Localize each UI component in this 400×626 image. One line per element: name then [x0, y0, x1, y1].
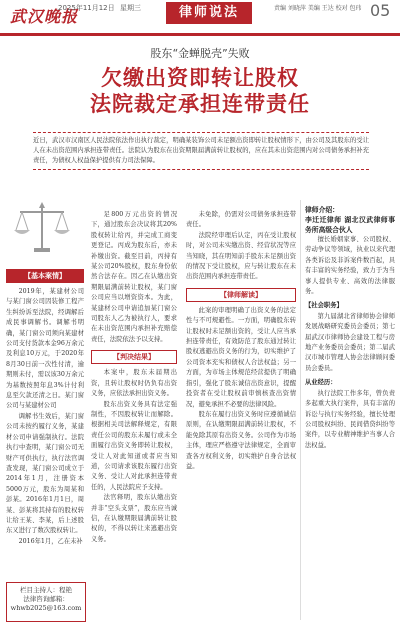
issue-date: 2025年11月12日 [58, 4, 115, 12]
paragraph: 足800万元出资的情况下，通过股东会决议将其20%股权转让给丙，并完成工商变更登记。丙成为股东后，亦未补缴出资。截至目前，丙持有某公司20%股权，股东身份依然合法存在。因乙在认缴出资期限届满前转让股权，某门窗公司应当以增资资本。为此，某建材公司申请追加某门窗公司股东人乙为被执行人，要求在未出资范围内承担补充赔偿责任，法院依法予以支持。 [91, 211, 177, 343]
paragraph: 股东出资义务具有法定强制性，不因股权转让而解除。根据相关司法解释规定，有限责任公司的股东未履行或未全面履行出资义务即转让股权，受让人对此知道或者应当知道，公司请求该股东履行出资义务、受让人对此承担连带责任的，人民法院应予支持。 [91, 400, 177, 491]
contact-email: whwb2025@163.com [10, 604, 82, 612]
column-3 [186, 210, 296, 472]
paragraph: 法院经审理后认定，丙在受让股权时，对公司未实缴出资、经营状况等应当知晓，其在明知前手股东未足额出资的情况下受让股权，应与转让股东在未出资范围内承担连带责任。 [186, 231, 296, 281]
paragraph: 擅长婚姻家事、公司股权、劳动争议等领域，执业以来代理各类诉讼及非诉案件数百起，具有丰富的实务经验，致力于为当事人提供专业、高效的法律服务。 [305, 236, 395, 296]
contact-email-label: 法律咨询邮箱： [23, 595, 69, 603]
paragraph: 执行法院工作多年，曾负责多起重大执行案件，具有丰富的诉讼与执行实务经验，擅长处理公司股权纠纷、民间借贷纠纷等案件，以专业精神维护当事人合法权益。 [305, 389, 395, 449]
column-divider [300, 200, 301, 620]
column-1 [6, 264, 84, 547]
paragraph: 2019年，某建材公司与某门窗公司因装修工程产生纠纷诉至法院，经调解后成民事调解书。调解书明确，某门窗公司须向某建材公司支付货款本金96万余元及利息10万元，于2020年8月30日前一次性付清，逾期则未付，需以该30万余元为基数按照年息3%计付利息至欠款还清之日。某门窗公司与某建材公司 [6, 288, 84, 410]
section-tag-lawyer-commentary: 【律师解读】 [186, 288, 296, 302]
article-lead: 近日，武汉市汉南区人民法院依法作出执行裁定，明确某装饰公司未足额出资即转让股权情形下，由公司及其股东的受让人在未出资范围内承担连带责任。法院认为股东在出资期限届满前转让股权的，应在其未出资范围内对公司债务承担补充责任，为债权人权益保护提供有力司法保障。 [33, 132, 369, 170]
paragraph: 股东在履行出资义务时应遵循诚信原则，在认缴期限届满前转让股权，不能免除其原有出资义务。公司作为市场主体，理应严格遵守法律规定，全面审查各方权利义务，切实维护自身合法权益。 [186, 410, 296, 470]
contact-box [6, 582, 86, 622]
paragraph: 此案的审理明确了出资义务的法定性与不可规避性。一方面，明确股东转让股权时未足额出资的，受让人应当承担连带责任，有效防范了股东通过转让股权逃避出资义务的行为，切实维护了公司资本充实和债权人合法权益；另一方面，为市场主体规范经营提供了明确指引，强化了股东诚信出资意识，提醒投资者在受让股权前审慎核查出资情况，避免承担不必要的法律风险。 [186, 306, 296, 408]
section-title: 律师说法 [166, 2, 252, 24]
newspaper-logo: 武汉晚报 [10, 7, 79, 26]
article-title-line2: 法院裁定承担连带责任 [90, 91, 310, 116]
masthead [0, 0, 400, 36]
column-2 [91, 210, 177, 545]
justice-scale-icon [10, 200, 74, 256]
editor-credits: 责编 刘晓萍 美编 王达 校对 包玮 [274, 5, 362, 12]
paragraph: 调解书生效后，某门窗公司未按约履行义务，某建材公司申请强制执行。法院执行中查明，某门窗公司无财产可供执行，执行法官调查发现，某门窗公司成立于2014年1月，注册资本5000万元，股东为周某和彭某。2016年1月1日，周某、彭某将其持有的股权转让给王某、李某，后上述股东又进行了数次股权转让。 [6, 412, 84, 535]
contact-host: 栏目主持人：程艳 [20, 586, 72, 594]
paragraph: 第九届湖北省律师协会律师发展战略研究委员会委员；第七届武汉市律师协会建设工程与房地产业务委员会委员；第二届武汉市城市管理人协会法律顾问委员会委员。 [305, 312, 395, 372]
lawyer-intro-label: 律师介绍： [305, 206, 339, 214]
article-title-line1: 欠缴出资即转让股权 [101, 65, 299, 90]
lawyer-title: 李迁迁律师 湖北汉武律师事务所高级合伙人 [305, 216, 395, 234]
page-number: 05 [370, 1, 391, 20]
section-tag-basic-case: 【基本案情】 [6, 269, 84, 283]
paragraph: 本案中，股东未届期出资，且转让股权时仍负有出资义务，应依法承担出资义务。 [91, 369, 177, 398]
paragraph: 未免除，仍需对公司债务承担连带责任。 [186, 211, 296, 229]
experience-heading: 从业经历： [305, 379, 337, 387]
paragraph: 2016年1月，乙在未补 [18, 537, 83, 545]
roles-heading: 【社会职务】 [305, 302, 343, 310]
issue-weekday: 星期三 [120, 4, 141, 12]
article-kicker: 股东“金蝉脱壳”失败 [150, 47, 250, 60]
paragraph: 法官释明，股东认缴出资并非“空头支票”，股东应当诚信，在认缴期限届满前转让股权的，不得以转让来逃避出资义务。 [91, 494, 177, 543]
lawyer-profile [305, 205, 395, 451]
section-tag-judgment: 【判决结果】 [91, 350, 177, 364]
